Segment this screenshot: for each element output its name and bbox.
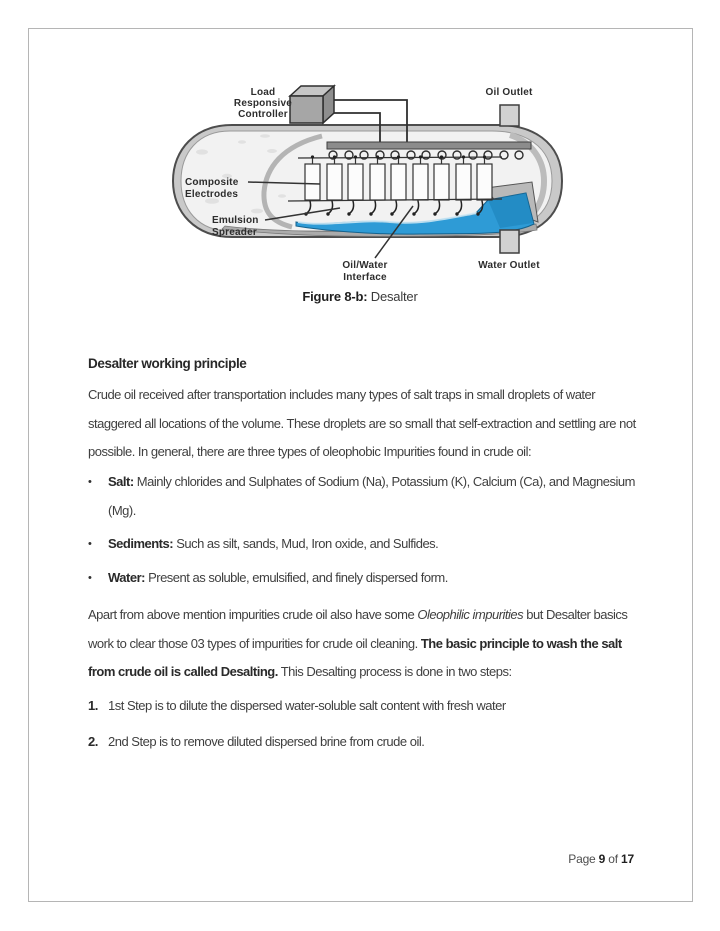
paragraph-intro: Crude oil received after transportation includes many types of salt traps in small droplets of water staggered all locations of the volume. These droplets are so small that self-extraction and settling are not possible. In general, there are three types of oleophobic Impurities found in crude oil: [88, 387, 636, 459]
step-text: 2nd Step is to remove diluted dispersed brine from crude oil. [108, 733, 425, 749]
controller-box [290, 86, 334, 123]
label-controller: Controller [238, 109, 288, 120]
list-item [88, 692, 640, 721]
oil-outlet-pipe [500, 105, 519, 126]
label-controller: Responsive [233, 98, 293, 109]
list-item [88, 468, 640, 525]
impurities-list [88, 468, 640, 597]
list-item [88, 564, 640, 593]
figure-caption-label: Figure 8-b: [302, 289, 368, 304]
list-item [88, 530, 640, 559]
water-outlet-pipe [500, 230, 519, 253]
list-item-text: Salt: Mainly chlorides and Sulphates of Sodium (Na), Potassium (K), Calcium (Ca), and Magnesium (Mg). [108, 474, 635, 518]
steps-list [88, 692, 640, 763]
step-text: 1st Step is to dilute the dispersed water-soluble salt content with fresh water [108, 698, 506, 713]
electrode-bar [327, 142, 531, 149]
label-controller: Load [250, 87, 276, 98]
bullet-icon: • [88, 571, 92, 584]
label-composite-electrodes: Composite [185, 177, 239, 188]
section-heading: Desalter working principle [88, 356, 247, 371]
desalter-figure [170, 80, 580, 285]
list-item-term: Water: [108, 569, 145, 585]
list-item-text: Sediments: Such as silt, sands, Mud, Iron oxide, and Sulfides. [108, 536, 439, 551]
desalter-diagram [170, 80, 580, 285]
list-item-term: Sediments: [108, 536, 174, 551]
list-item [88, 728, 640, 757]
list-item-term: Salt: [108, 474, 134, 489]
label-oil-water-interface: Oil/Water [342, 260, 388, 271]
figure-caption-text: Desalter [367, 289, 418, 304]
list-item-text: Water: Present as soluble, emulsified, and finely dispersed form. [108, 569, 448, 585]
bullet-icon: • [88, 538, 92, 550]
bold-run: The basic principle to wash the salt from crude oil is called Desalting. [88, 635, 622, 679]
label-oil-water-interface: Interface [343, 272, 387, 283]
label-water-outlet: Water Outlet [478, 260, 540, 271]
page-total: 17 [621, 852, 634, 866]
page-number: 9 [598, 852, 606, 866]
step-number: 2. [88, 733, 98, 749]
figure-caption [28, 289, 692, 304]
label-emulsion-spreader: Spreader [212, 227, 257, 238]
bullet-icon: • [88, 476, 92, 488]
label-emulsion-spreader: Emulsion [212, 215, 259, 226]
paragraph-desalting: Apart from above mention impurities crude oil also have some Oleophilic impurities but Desalter basics work to clear those 03 types of impurities for crude oil cleaning. The basic principle to wash the salt from crude oil is called Desalting. This Desalting process is done in two steps: [88, 607, 628, 679]
step-number: 1. [88, 698, 98, 713]
page-footer: Page 9 of 17 [568, 852, 634, 866]
label-oil-outlet: Oil Outlet [485, 87, 533, 98]
italic-run: Oleophilic impurities [417, 607, 524, 622]
label-composite-electrodes: Electrodes [185, 189, 239, 200]
